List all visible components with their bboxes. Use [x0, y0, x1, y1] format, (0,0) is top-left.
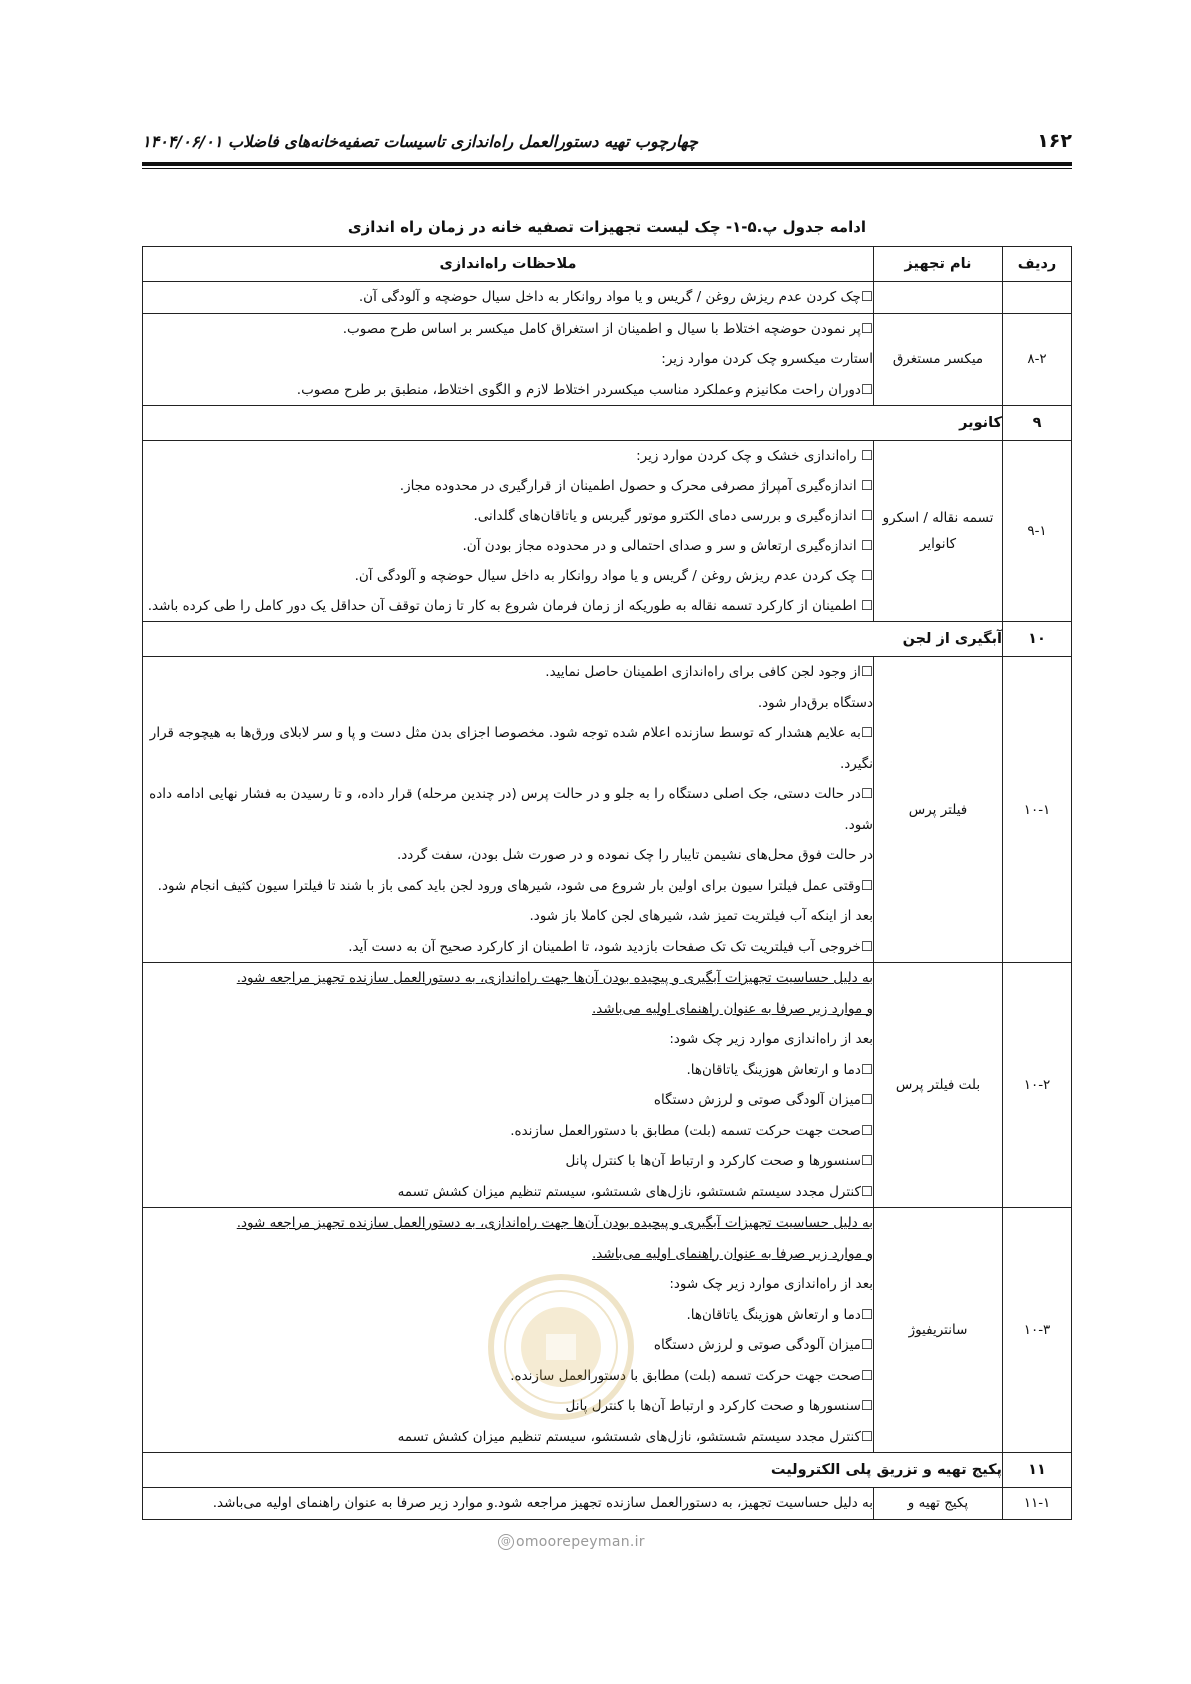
note-line: ☐وقتی عمل فیلترا سیون برای اولین بار شروع می شود، شیرهای ورود لجن باید کمی باز با شند تا فیلترا سیون کثیف انجام شود. بعد از اینکه آب فیلتریت تمیز شد، شیرهای لجن کاملا باز شود.	[157, 877, 873, 924]
note-line: ☐ اندازه‌گیری آمپراژ مصرفی محرک و حصول اطمینان از قرارگیری در محدوده مجاز.	[399, 478, 873, 494]
page-number: ۱۶۲	[1037, 130, 1072, 152]
note-line: ☐صحت جهت حرکت تسمه (بلت) مطابق با دستورالعمل سازنده.	[510, 1122, 873, 1139]
section-number: ۱۱	[1003, 1453, 1072, 1488]
note-line: ☐ اندازه‌گیری ارتعاش و سر و صدای احتمالی و در محدوده مجاز بودن آن.	[462, 538, 873, 554]
note-line: ☐ اندازه‌گیری و بررسی دمای الکترو موتور گیربس و یاتاقان‌های گلدانی.	[473, 508, 873, 524]
note-line: ☐میزان آلودگی صوتی و لرزش دستگاه	[653, 1337, 873, 1353]
note-line: ☐ چک کردن عدم ریزش روغن / گریس و یا مواد روانکار به داخل سیال حوضچه و آلودگی آن.	[354, 568, 873, 584]
table-row	[143, 441, 1072, 622]
note-line: ☐میزان آلودگی صوتی و لرزش دستگاه	[653, 1092, 873, 1108]
note-line: استارت میکسرو چک کردن موارد زیر:	[661, 351, 873, 367]
row-number: ۱۰-۳	[1003, 1208, 1072, 1453]
note-intro	[143, 994, 873, 1025]
at-sign-icon: @	[498, 1534, 514, 1550]
row-notes	[143, 441, 874, 622]
header-notes-col: ملاحظات راه‌اندازی	[143, 247, 874, 282]
note-intro-2: و موارد زیر صرفا به عنوان راهنمای اولیه می‌باشد.	[592, 1000, 873, 1017]
note-intro	[143, 963, 873, 994]
equipment-name: تسمه نقاله / اسکرو کانوایر	[874, 441, 1003, 622]
table-row	[143, 963, 1072, 1208]
note-line: ☐از وجود لجن کافی برای راه‌اندازی اطمینان حاصل نمایید.	[545, 664, 873, 680]
note-line: ☐صحت جهت حرکت تسمه (بلت) مطابق با دستورالعمل سازنده.	[510, 1367, 873, 1384]
section-row-sludge-dewatering	[143, 622, 1072, 657]
note-intro	[143, 1208, 873, 1239]
row-notes	[143, 963, 874, 1208]
note-intro-1: به دلیل حساسیت تجهیزات آبگیری و پیچیده بودن آن‌ها جهت راه‌اندازی، به دستورالعمل سازنده تجهیز مراجعه شود.	[236, 970, 873, 986]
header-name-col: نام تجهیز	[874, 247, 1003, 282]
note-line: ☐خروجی آب فیلتریت تک تک صفحات بازدید شود، تا اطمینان از کارکرد صحیح آن به دست آید.	[348, 938, 873, 955]
note-line: دستگاه برق‌دار شود.	[757, 694, 873, 711]
note-line: ☐سنسورها و صحت کارکرد و ارتباط آن‌ها با کنترل پانل	[565, 1153, 873, 1169]
note-line: ☐پر نمودن حوضچه اختلاط با سیال و اطمینان از استغراق کامل میکسر بر اساس طرح مصوب.	[342, 320, 873, 337]
note-line: ☐دما و ارتعاش هوزینگ یاتاقان‌ها.	[686, 1061, 873, 1078]
section-number: ۹	[1003, 406, 1072, 441]
note-line: ☐به علایم هشدار که توسط سازنده اعلام شده توجه شود. مخصوصا اجزای بدن مثل دست و پا و سر لابلای ورق‌ها به هیچوجه قرار نگیرد.	[149, 725, 873, 772]
equipment-name	[874, 282, 1003, 314]
watermark-site	[498, 1534, 645, 1550]
section-title: پکیج تهیه و تزریق پلی الکترولیت	[143, 1453, 1003, 1488]
row-notes	[143, 282, 874, 314]
section-row-polyelectrolyte	[143, 1453, 1072, 1488]
note-line: به دلیل حساسیت تجهیز، به دستورالعمل سازنده تجهیز مراجعه شود.و موارد زیر صرفا به عنوان راهنمای اولیه می‌باشد.	[212, 1495, 873, 1511]
table-header-row	[143, 247, 1072, 282]
note-line: در حالت فوق محل‌های نشیمن تایبار را چک نموده و در صورت شل بودن، سفت گردد.	[396, 847, 873, 863]
note-intro-1: به دلیل حساسیت تجهیزات آبگیری و پیچیده بودن آن‌ها جهت راه‌اندازی، به دستورالعمل سازنده تجهیز مراجعه شود.	[236, 1215, 873, 1231]
note-line: ☐ راه‌اندازی خشک و چک کردن موارد زیر:	[636, 448, 873, 464]
note-line: ☐در حالت دستی، جک اصلی دستگاه را به جلو و در حالت پرس (در چندین مرحله) قرار داده، و تا رسیدن به فشار نهایی ادامه داده شود.	[149, 786, 873, 833]
header-rule-thin	[142, 168, 1072, 169]
equipment-name: پکیج تهیه و	[874, 1488, 1003, 1520]
equipment-name: فیلتر پرس	[874, 657, 1003, 963]
note-line: ☐کنترل مجدد سیستم شستشو، نازل‌های شستشو، سیستم تنظیم میزان کشش تسمه	[397, 1428, 873, 1445]
row-number: ۸-۲	[1003, 313, 1072, 406]
note-line: ☐چک کردن عدم ریزش روغن / گریس و یا مواد روانکار به داخل سیال حوضچه و آلودگی آن.	[358, 289, 873, 305]
note-line: ☐دما و ارتعاش هوزینگ یاتاقان‌ها.	[686, 1306, 873, 1323]
header-rule-thick	[142, 162, 1072, 166]
section-number: ۱۰	[1003, 622, 1072, 657]
equipment-name: بلت فیلتر پرس	[874, 963, 1003, 1208]
row-notes	[143, 1488, 874, 1520]
watermark-site-text: omoorepeyman.ir	[516, 1534, 645, 1550]
header-title: چهارچوب تهیه دستورالعمل راه‌اندازی تاسیسات تصفیه‌خانه‌های فاضلاب ۱۴۰۴/۰۶/۰۱	[142, 132, 699, 151]
table-row	[143, 657, 1072, 963]
row-number	[1003, 282, 1072, 314]
note-intro-2: و موارد زیر صرفا به عنوان راهنمای اولیه می‌باشد.	[592, 1245, 873, 1262]
row-number: ۱۰-۱	[1003, 657, 1072, 963]
row-notes	[143, 313, 874, 406]
note-line: بعد از راه‌اندازی موارد زیر چک شود:	[669, 1276, 873, 1292]
note-line: ☐کنترل مجدد سیستم شستشو، نازل‌های شستشو، سیستم تنظیم میزان کشش تسمه	[397, 1183, 873, 1200]
equipment-name: میکسر مستغرق	[874, 313, 1003, 406]
page-header	[142, 128, 1072, 164]
note-line: ☐دوران راحت مکانیزم وعملکرد مناسب میکسردر اختلاط لازم و الگوی اختلاط، منطبق بر طرح مصوب.	[296, 381, 873, 398]
note-line: ☐ اطمینان از کارکرد تسمه نقاله به طوریکه از زمان فرمان شروع به کار تا زمان توقف آن حداقل یک دور کامل را طی کرده باشد.	[147, 598, 873, 614]
table-row	[143, 1488, 1072, 1520]
row-number: ۹-۱	[1003, 441, 1072, 622]
section-title: کانویر	[143, 406, 1003, 441]
table-row	[143, 313, 1072, 406]
watermark-seal-icon	[486, 1272, 636, 1422]
row-number: ۱۰-۲	[1003, 963, 1072, 1208]
section-row-conveyor	[143, 406, 1072, 441]
table-row	[143, 282, 1072, 314]
table-caption: ادامه جدول پ.۵-۱- چک لیست تجهیزات تصفیه خانه در زمان راه اندازی	[347, 218, 867, 236]
row-notes	[143, 657, 874, 963]
note-intro	[143, 1239, 873, 1270]
section-title: آبگیری از لجن	[143, 622, 1003, 657]
row-number: ۱۱-۱	[1003, 1488, 1072, 1520]
note-line: بعد از راه‌اندازی موارد زیر چک شود:	[669, 1031, 873, 1047]
equipment-name: سانتریفیوژ	[874, 1208, 1003, 1453]
header-row-col: ردیف	[1003, 247, 1072, 282]
note-line: ☐سنسورها و صحت کارکرد و ارتباط آن‌ها با کنترل پانل	[565, 1398, 873, 1414]
